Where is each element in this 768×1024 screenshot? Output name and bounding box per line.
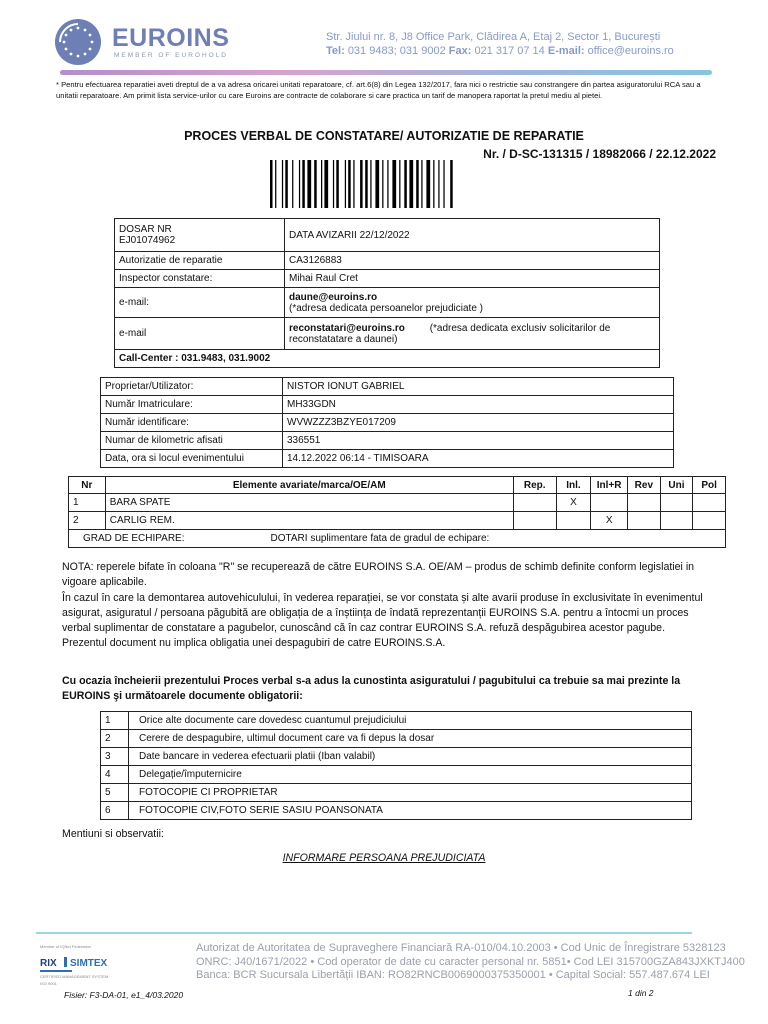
inspector-value: Mihai Raul Cret xyxy=(285,270,660,288)
damage-cell-rev xyxy=(628,494,661,512)
column-header: Elemente avariate/marca/OE/AM xyxy=(105,477,513,494)
table-row xyxy=(101,712,692,730)
informare-link[interactable]: INFORMARE PERSOANA PREJUDICIATA xyxy=(282,852,486,864)
dosar-label: DOSAR NR xyxy=(119,224,172,235)
grad-cell xyxy=(69,530,726,548)
email1-note: (*adresa dedicata persoanelor prejudiciate ) xyxy=(289,302,484,314)
footer-line-1: Autorizat de Autoritatea de Supraveghere Financiară RA-010/04.10.2003 • Cod Unic de Înregistrare 5328123 xyxy=(196,942,726,954)
vehicle-value: 336551 xyxy=(283,432,674,450)
vehicle-label: Număr identificare: xyxy=(101,414,283,432)
document-number: Nr. / D-SC-131315 / 18982066 / 22.12.2022 xyxy=(483,147,716,161)
footer-legal-info xyxy=(196,942,745,983)
autorizatie-label: Autorizatie de reparatie xyxy=(115,252,285,270)
doc-number: 5 xyxy=(101,784,129,802)
vehicle-value: MH33GDN xyxy=(283,396,674,414)
doc-text: FOTOCOPIE CIV,FOTO SERIE SASIU POANSONATA xyxy=(129,802,692,820)
column-header: Nr xyxy=(69,477,106,494)
doc-number: 3 xyxy=(101,748,129,766)
damage-cell-rev xyxy=(628,512,661,530)
email2-value[interactable]: reconstatari@euroins.ro xyxy=(289,322,405,334)
email2-label: e-mail xyxy=(115,318,285,350)
damage-cell-inlr xyxy=(591,494,628,512)
damage-cell-element: BARA SPATE xyxy=(105,494,513,512)
table-row xyxy=(101,432,674,450)
grad-row xyxy=(69,530,726,548)
table-row xyxy=(101,450,674,468)
damage-cell-uni xyxy=(660,494,693,512)
logo-small-text-2: CERTIFIED MANAGEMENT SYSTEM xyxy=(40,974,109,979)
header-divider xyxy=(60,70,712,75)
table-row xyxy=(115,288,660,318)
paragraph: Prezentul document nu implica obligatia unei despagubiri de catre EUROINS.S.A. xyxy=(62,637,446,650)
vehicle-value: WVWZZZ3BZYE017209 xyxy=(283,414,674,432)
column-header: Rev xyxy=(628,477,661,494)
email1-label: e-mail: xyxy=(115,288,285,318)
table-row xyxy=(101,396,674,414)
doc-number: 2 xyxy=(101,730,129,748)
inspector-label: Inspector constatare: xyxy=(115,270,285,288)
claim-info-table xyxy=(114,218,660,368)
doc-number: 1 xyxy=(101,712,129,730)
doc-text: Date bancare in vederea efectuarii platii (Iban valabil) xyxy=(129,748,692,766)
document-title: PROCES VERBAL DE CONSTATARE/ AUTORIZATIE DE REPARATIE xyxy=(184,129,584,143)
footer-divider xyxy=(36,932,692,934)
tel-value: 031 9483; 031 9002 xyxy=(347,45,446,57)
table-row xyxy=(101,802,692,820)
table-row xyxy=(101,784,692,802)
damage-cell-pol xyxy=(693,494,726,512)
table-row xyxy=(115,318,660,350)
vehicle-value: 14.12.2022 06:14 - TIMISOARA xyxy=(283,450,674,468)
doc-text: Delegație/împuternicire xyxy=(129,766,692,784)
fax-value: 021 317 07 14 xyxy=(474,45,545,57)
mentiuni-label: Mentiuni si observatii: xyxy=(62,828,164,840)
email2-note: (*adresa dedicata exclusiv solicitarilor de reconstatatare a daunei) xyxy=(289,322,611,345)
table-row xyxy=(115,270,660,288)
damage-cell-pol xyxy=(693,512,726,530)
autorizatie-value: CA3126883 xyxy=(285,252,660,270)
damage-cell-nr: 1 xyxy=(69,494,106,512)
fax-label: Fax: xyxy=(448,45,472,57)
table-row xyxy=(101,378,674,396)
damage-cell-uni xyxy=(660,512,693,530)
euroins-logo-icon xyxy=(54,18,102,66)
column-header: Rep. xyxy=(513,477,556,494)
column-header: Inl. xyxy=(556,477,591,494)
paragraph: NOTA: reperele bifate în coloana "R" se recuperează de către EUROINS S.A. OE/AM – produs de schimb definite conform legislatiei in vigoare aplicabile. xyxy=(62,561,695,589)
logo-rix: RIX xyxy=(40,958,57,969)
vehicle-label: Data, ora si locul evenimentului xyxy=(101,450,283,468)
paragraph: În cazul în care la demontarea autovehiculului, în vederea reparației, se vor constata și alte avarii produse în exclusivitate în evenimentul asigurat, asiguratul / persoana păgubită are obligația de a înștiința de îndată reprezentanții EUROINS S.A. pentru a întocmi un proces verbal suplimentar de constatare a pagubelor, cunoscând că în caz contrar EUROINS S.A. refuză despăgubirea acestor pagube. xyxy=(62,591,703,635)
table-row xyxy=(69,512,726,530)
contact-line xyxy=(326,44,674,58)
file-reference: Fisier: F3-DA-01, e1_4/03.2020 xyxy=(64,990,184,1000)
grad-label: GRAD DE ECHIPARE: xyxy=(83,533,185,544)
table-row xyxy=(115,219,660,252)
page-number: 1 din 2 xyxy=(628,988,654,998)
email-value[interactable]: office@euroins.ro xyxy=(587,45,674,57)
table-row xyxy=(69,494,726,512)
footer-line-2: ONRC: J40/1671/2022 • Cod operator de date cu caracter personal nr. 5851• Cod LEI 315700GZA843JXKTJ400 xyxy=(196,955,745,968)
repair-note: * Pentru efectuarea reparatiei aveti dreptul de a va adresa oricarei unitati reparatoare, cf. art.6(8) din Legea 132/2017, fara nici o restrictie sau constrangere din partea asiguratorului RCA sau a unitatii reparatoare. Am primit lista service-urilor cu care Euroins are contracte de colaborare si care practica un tarif de manopera raportat la pretul mediu al pietei. xyxy=(56,80,701,100)
doc-number: 6 xyxy=(101,802,129,820)
damage-cell-rep xyxy=(513,494,556,512)
table-row xyxy=(115,252,660,270)
logo-small-text-3: ISO 9001 xyxy=(40,981,57,986)
table-row xyxy=(101,766,692,784)
brand-subtitle: MEMBER OF EUROHOLD xyxy=(114,52,229,59)
data-avizarii: DATA AVIZARII 22/12/2022 xyxy=(285,219,660,252)
barcode-image xyxy=(270,160,492,208)
damage-cell-nr: 2 xyxy=(69,512,106,530)
tel-label: Tel: xyxy=(326,45,345,57)
certification-logos-icon xyxy=(38,940,188,990)
vehicle-info-table xyxy=(100,377,674,468)
damage-cell-element: CARLIG REM. xyxy=(105,512,513,530)
doc-number: 4 xyxy=(101,766,129,784)
column-header: Inl+R xyxy=(591,477,628,494)
email1-value[interactable]: daune@euroins.ro xyxy=(289,291,378,303)
email-label: E-mail: xyxy=(547,45,585,57)
doc-text: FOTOCOPIE CI PROPRIETAR xyxy=(129,784,692,802)
doc-text: Orice alte documente care dovedesc cuantumul prejudiciului xyxy=(129,712,692,730)
dotari-label: DOTARI suplimentare fata de gradul de echipare: xyxy=(270,533,490,544)
damage-cell-inlr: X xyxy=(591,512,628,530)
logo-simtex: SIMTEX xyxy=(70,958,108,969)
email1-cell xyxy=(285,288,660,318)
vehicle-label: Număr Imatriculare: xyxy=(101,396,283,414)
damage-cell-inl: X xyxy=(556,494,591,512)
column-header: Pol xyxy=(693,477,726,494)
brand-name: EUROINS xyxy=(112,24,230,52)
damaged-elements-table xyxy=(68,476,726,548)
table-header-row xyxy=(69,477,726,494)
email2-cell xyxy=(285,318,660,350)
dosar-cell xyxy=(115,219,285,252)
doc-text: Cerere de despagubire, ultimul document care va fi depus la dosar xyxy=(129,730,692,748)
table-row xyxy=(101,414,674,432)
table-row xyxy=(101,748,692,766)
dosar-value: EJ01074962 xyxy=(119,235,176,246)
vehicle-label: Proprietar/Utilizator: xyxy=(101,378,283,396)
address-line: Str. Jiului nr. 8, J8 Office Park, Clădirea A, Etaj 2, Sector 1, București xyxy=(326,31,661,43)
table-row xyxy=(101,730,692,748)
required-documents-intro: Cu ocazia încheierii prezentului Proces verbal s-a adus la cunostinta asiguratului / pagubitului ca trebuie sa mai prezinte la EUROINS şi următoarele documente obligatorii: xyxy=(62,675,681,702)
vehicle-label: Numar de kilometric afisati xyxy=(101,432,283,450)
footer-line-3: Banca: BCR Sucursala Libertății IBAN: RO82RNCB0069000375350001 • Capital Social: 557.487.674 LEI xyxy=(196,969,710,982)
column-header: Uni xyxy=(660,477,693,494)
damage-cell-inl xyxy=(556,512,591,530)
notes-paragraphs xyxy=(62,560,712,652)
vehicle-value: NISTOR IONUT GABRIEL xyxy=(283,378,674,396)
company-address xyxy=(326,30,674,58)
table-row xyxy=(115,350,660,368)
callcenter: Call-Center : 031.9483, 031.9002 xyxy=(115,350,660,368)
logo-small-text: Member of IQNet Federation xyxy=(40,944,91,949)
damage-cell-rep xyxy=(513,512,556,530)
required-documents-table xyxy=(100,711,692,820)
